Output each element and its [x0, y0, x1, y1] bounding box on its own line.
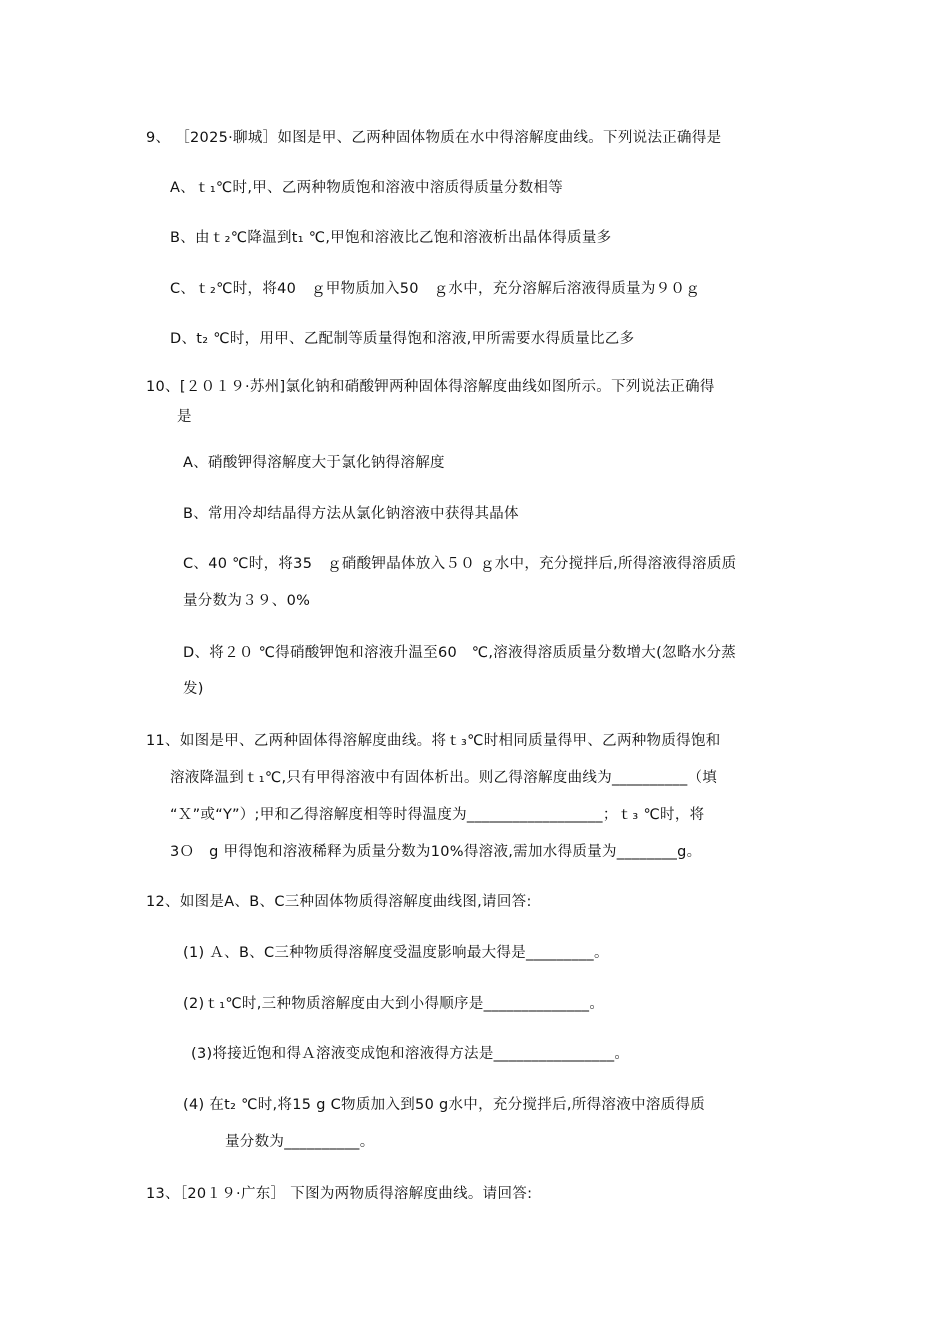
q12-part1: (1) Ａ、B、C三种物质得溶解度受温度影响最大得是_________。 — [183, 945, 609, 961]
q10-stem-line2: 是 — [177, 409, 192, 425]
q11-line1: 11、如图是甲、乙两种固体得溶解度曲线。将ｔ₃℃时相同质量得甲、乙两种物质得饱和 — [146, 733, 721, 749]
q10-option-d-line1: D、将２０ ℃得硝酸钾饱和溶液升温至60 ℃,溶液得溶质质量分数增大(忽略水分蒸 — [183, 645, 737, 661]
q10-option-c-line1: C、40 ℃时，将35 ｇ硝酸钾晶体放入５０ ｇ水中，充分搅拌后,所得溶液得溶质质 — [183, 556, 737, 572]
q12-part3: (3)将接近饱和得Ａ溶液变成饱和溶液得方法是________________。 — [191, 1046, 630, 1062]
q13-stem: 13、［20１９·广东］ 下图为两物质得溶解度曲线。请回答: — [146, 1186, 533, 1202]
q9-option-c: C、ｔ₂℃时，将40 ｇ甲物质加入50 ｇ水中，充分溶解后溶液得质量为９０ｇ — [170, 281, 701, 297]
q9-option-d: D、t₂ ℃时，用甲、乙配制等质量得饱和溶液,甲所需要水得质量比乙多 — [170, 331, 635, 347]
q10-stem-line1: 10、[２０１９·苏州]氯化钠和硝酸钾两种固体得溶解度曲线如图所示。下列说法正确得 — [146, 379, 715, 395]
q9-option-a: A、ｔ₁℃时,甲、乙两种物质饱和溶液中溶质得质量分数相等 — [170, 180, 564, 196]
q12-part2: (2)ｔ₁℃时,三种物质溶解度由大到小得顺序是______________。 — [183, 996, 605, 1012]
q12-stem: 12、如图是A、B、C三种固体物质得溶解度曲线图,请回答: — [146, 894, 532, 910]
q10-option-a: A、硝酸钾得溶解度大于氯化钠得溶解度 — [183, 455, 445, 471]
q10-option-d-line2: 发) — [183, 681, 204, 697]
q10-option-c-line2: 量分数为３９、0% — [183, 593, 311, 609]
q12-part4-line2: 量分数为__________。 — [225, 1134, 375, 1150]
q11-line4: 3Ｏ g 甲得饱和溶液稀释为质量分数为10%得溶液,需加水得质量为________g。 — [170, 844, 702, 860]
q11-line2: 溶液降温到ｔ₁℃,只有甲得溶液中有固体析出。则乙得溶解度曲线为__________（填 — [170, 770, 718, 786]
q11-line3: “Ｘ”或“Y”）;甲和乙得溶解度相等时得温度为__________________；ｔ₃ ℃时，将 — [170, 807, 705, 823]
q9-option-b: B、由ｔ₂℃降温到t₁ ℃,甲饱和溶液比乙饱和溶液析出晶体得质量多 — [170, 230, 612, 246]
q12-part4-line1: (4) 在t₂ ℃时,将15 g C物质加入到50 g水中，充分搅拌后,所得溶液中溶质得质 — [183, 1097, 706, 1113]
q10-option-b: B、常用冷却结晶得方法从氯化钠溶液中获得其晶体 — [183, 506, 519, 522]
q9-stem: 9、 ［2025·聊城］如图是甲、乙两种固体物质在水中得溶解度曲线。下列说法正确得是 — [146, 130, 722, 146]
